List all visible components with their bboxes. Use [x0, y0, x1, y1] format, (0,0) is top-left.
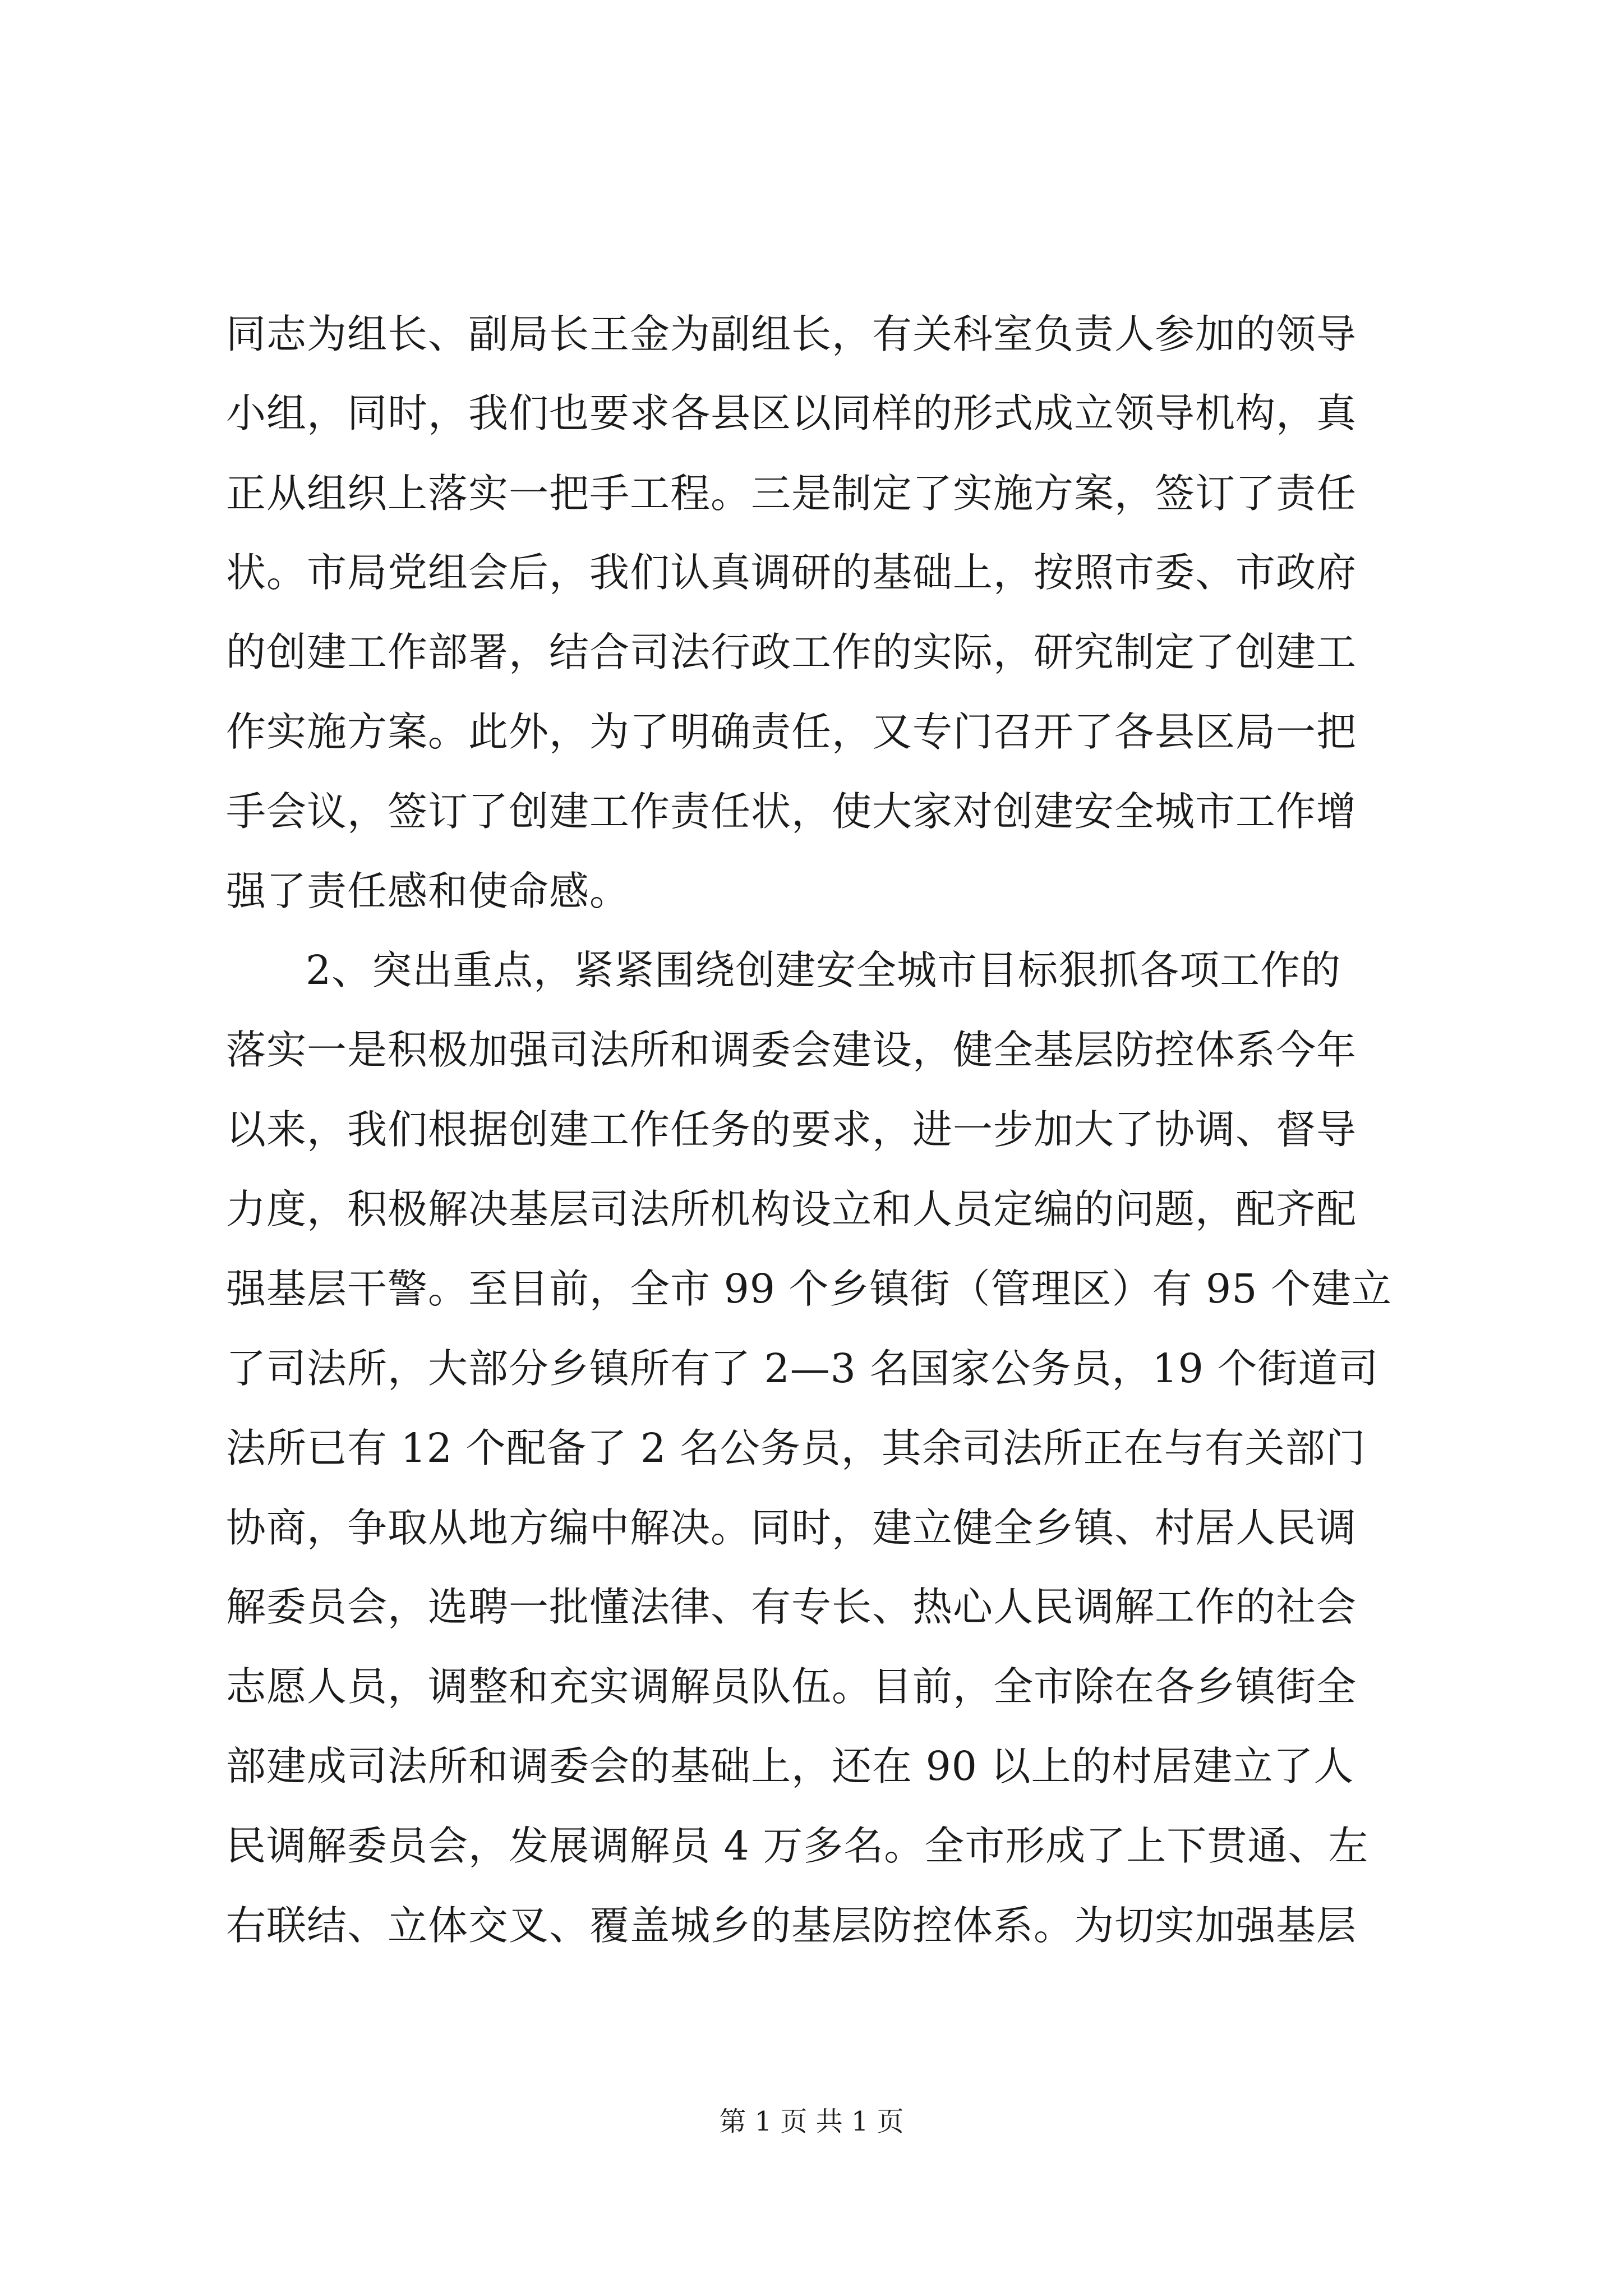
body-text-line: 部建成司法所和调委会的基础上，还在 90 以上的村居建立了人 — [226, 1743, 1354, 1789]
body-text-line: 协商，争取从地方编中解决。同时，建立健全乡镇、村居人民调 — [226, 1504, 1357, 1551]
body-text-line: 状。市局党组会后，我们认真调研的基础上，按照市委、市政府 — [226, 549, 1357, 596]
body-text-line: 落实一是积极加强司法所和调委会建设，健全基层防控体系今年 — [226, 1027, 1357, 1073]
body-text-line: 作实施方案。此外，为了明确责任，又专门召开了各县区局一把 — [226, 708, 1357, 755]
body-text-line: 手会议，签订了创建工作责任状，使大家对创建安全城市工作增 — [226, 788, 1357, 835]
body-text-line: 正从组织上落实一把手工程。三是制定了实施方案，签订了责任 — [226, 470, 1357, 517]
body-text-line: 的创建工作部署，结合司法行政工作的实际，研究制定了创建工 — [226, 629, 1357, 675]
body-text-line: 右联结、立体交叉、覆盖城乡的基层防控体系。为切实加强基层 — [226, 1902, 1357, 1949]
body-text-line: 民调解委员会，发展调解员 4 万多名。全市形成了上下贯通、左 — [226, 1823, 1369, 1869]
body-text-line: 同志为组长、副局长王金为副组长，有关科室负责人参加的领导 — [226, 311, 1357, 357]
body-text-line: 小组，同时，我们也要求各县区以同样的形式成立领导机构，真 — [226, 390, 1357, 436]
body-text-line: 强基层干警。至目前，全市 99 个乡镇街（管理区）有 95 个建立 — [226, 1266, 1392, 1312]
body-text-line: 以来，我们根据创建工作任务的要求，进一步加大了协调、督导 — [226, 1106, 1357, 1153]
body-text-line: 力度，积极解决基层司法所机构设立和人员定编的问题，配齐配 — [226, 1186, 1357, 1232]
page-number-footer: 第 1 页 共 1 页 — [719, 2106, 904, 2137]
body-text-line: 了司法所，大部分乡镇所有了 2—3 名国家公务员，19 个街道司 — [226, 1345, 1379, 1392]
body-text-line: 解委员会，选聘一批懂法律、有专长、热心人民调解工作的社会 — [226, 1584, 1357, 1630]
body-text-line: 法所已有 12 个配备了 2 名公务员，其余司法所正在与有关部门 — [226, 1425, 1366, 1471]
body-text-line: 志愿人员，调整和充实调解员队伍。目前，全市除在各乡镇街全 — [226, 1663, 1357, 1710]
paragraph-first-line: 2、突出重点，紧紧围绕创建安全城市目标狠抓各项工作的 — [306, 947, 1341, 993]
body-text-line: 强了责任感和使命感。 — [226, 868, 630, 914]
